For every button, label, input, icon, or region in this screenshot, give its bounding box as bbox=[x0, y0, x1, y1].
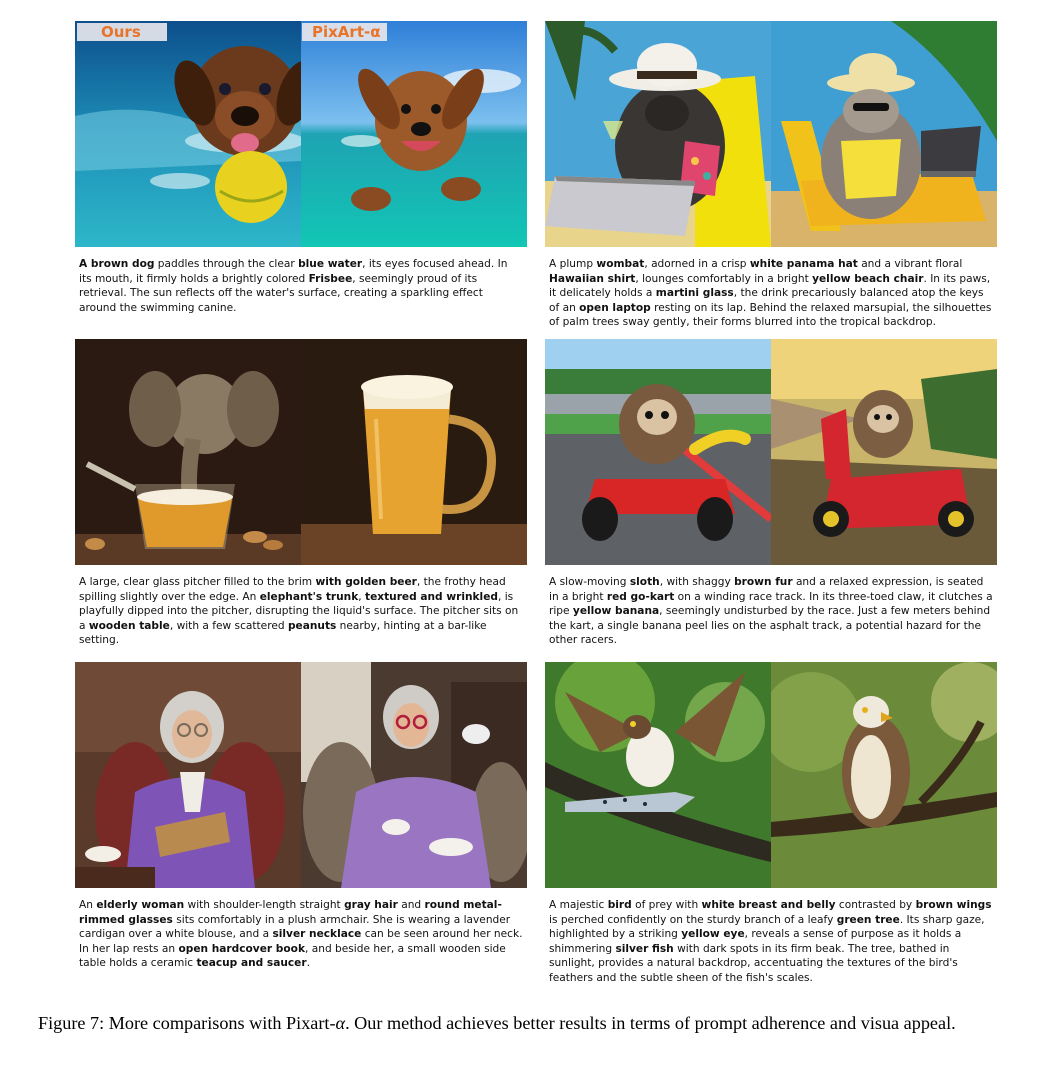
caption-keyword: silver fish bbox=[615, 942, 674, 955]
pixart-label: PixArt-α bbox=[302, 23, 387, 41]
caption-keyword: elderly woman bbox=[96, 899, 185, 911]
caption-text: . bbox=[306, 957, 310, 970]
caption-keyword: martini glass bbox=[655, 287, 734, 300]
caption-keyword: with golden beer bbox=[315, 576, 417, 588]
ours-image bbox=[545, 21, 771, 247]
image-pair bbox=[545, 662, 997, 888]
caption-keyword: round metal-rimmed glasses bbox=[79, 899, 502, 926]
caption-text: on a winding race track. In its three-toed claw, it clutches a ripe bbox=[549, 590, 993, 618]
image-pair bbox=[75, 339, 527, 565]
caption-keyword: green tree bbox=[836, 913, 900, 926]
caption-keyword: sloth bbox=[629, 576, 660, 588]
pixart-image bbox=[771, 21, 997, 247]
panel-pitcher bbox=[75, 339, 527, 648]
image-pair bbox=[545, 339, 997, 565]
image-pair bbox=[545, 21, 997, 247]
caption-text: , reveals a sense of purpose as it holds a shimmering bbox=[549, 928, 962, 955]
panel-sloth bbox=[545, 339, 997, 648]
pixart-image bbox=[301, 662, 527, 888]
caption-keyword: textured and wrinkled bbox=[365, 590, 498, 603]
caption-text: paddles through the clear bbox=[154, 258, 299, 270]
pixart-image bbox=[301, 339, 527, 565]
caption-text: nearby, hinting at a bar-like setting. bbox=[79, 619, 487, 647]
caption-text: , the frothy head spilling slightly over the edge. An bbox=[79, 576, 506, 603]
figure-caption bbox=[38, 1011, 1038, 1035]
caption-text: , seemingly proud of its retrieval. The sun reflects off the water's surface, creating a sparkling effect around the swimming canine. bbox=[79, 272, 483, 314]
caption bbox=[549, 575, 993, 648]
caption-keyword: Frisbee bbox=[308, 272, 353, 285]
caption-keyword: brown wings bbox=[915, 899, 992, 911]
ours-image bbox=[75, 662, 301, 888]
caption-text: , the drink precariously balanced atop the keys of an bbox=[549, 287, 984, 314]
caption-text: with shoulder-length straight bbox=[184, 899, 345, 911]
caption-keyword: yellow eye bbox=[681, 928, 745, 941]
caption-keyword: A brown dog bbox=[79, 258, 155, 270]
panel-wombat bbox=[545, 21, 997, 330]
ours-image bbox=[75, 21, 301, 247]
caption bbox=[549, 257, 993, 330]
caption-text: A slow-moving bbox=[549, 576, 630, 588]
caption-text: is perched confidently on the sturdy branch of a leafy bbox=[549, 913, 837, 926]
caption bbox=[79, 898, 523, 971]
figure-caption-alpha: α bbox=[335, 1013, 346, 1033]
caption-keyword: wombat bbox=[596, 258, 645, 270]
caption-keyword: teacup and saucer bbox=[196, 957, 307, 970]
caption-keyword: open hardcover book bbox=[178, 942, 305, 955]
caption-text: An bbox=[79, 899, 97, 911]
caption-text: , its eyes focused ahead. In its mouth, it firmly holds a brightly colored bbox=[79, 258, 508, 285]
caption-text: . Its sharp gaze, highlighted by a striking bbox=[549, 913, 985, 941]
caption-text: contrasted by bbox=[835, 899, 916, 911]
caption bbox=[79, 257, 523, 315]
caption-text: A majestic bbox=[549, 899, 608, 911]
caption-text: , adorned in a crisp bbox=[644, 258, 750, 270]
caption-text: can be seen around her neck. In her lap rests an bbox=[79, 928, 523, 955]
caption-keyword: red go-kart bbox=[606, 590, 675, 603]
caption-text: with dark spots in its firm beak. The tree, bathed in sunlight, provides a natural backdrop, accentuating the textures of the bird's feathers and the subtle sheen of the fish's scales. bbox=[549, 942, 958, 984]
caption-text: of prey with bbox=[631, 899, 702, 911]
panel-bird bbox=[545, 662, 997, 986]
ours-image bbox=[545, 662, 771, 888]
pixart-image bbox=[771, 662, 997, 888]
caption-keyword: yellow banana bbox=[572, 605, 660, 618]
pixart-image bbox=[771, 339, 997, 565]
caption-text: and a vibrant floral bbox=[857, 258, 963, 270]
caption-text: and a relaxed expression, is seated in a bright bbox=[549, 576, 984, 603]
caption-keyword: white panama hat bbox=[749, 258, 858, 270]
caption-text: , bbox=[358, 590, 365, 603]
panel-dog bbox=[75, 21, 527, 315]
caption-text: , with shaggy bbox=[659, 576, 735, 588]
caption-text: . In its paws, it delicately holds a bbox=[549, 272, 991, 300]
caption-text: and bbox=[397, 899, 425, 911]
caption-keyword: bird bbox=[607, 899, 632, 911]
caption-text: A large, clear glass pitcher filled to the brim bbox=[79, 576, 316, 588]
caption-keyword: gray hair bbox=[344, 899, 398, 911]
caption-text: sits comfortably in a plush armchair. She is wearing a lavender cardigan over a white blouse, and a bbox=[79, 913, 511, 941]
caption-text: resting on its lap. Behind the relaxed marsupial, the silhouettes of palm trees sway gently, their forms blurred into the tropical backdrop. bbox=[549, 301, 992, 329]
caption-keyword: wooden table bbox=[88, 619, 170, 632]
caption-keyword: Hawaiian shirt bbox=[549, 272, 636, 285]
ours-image bbox=[545, 339, 771, 565]
caption bbox=[549, 898, 993, 986]
caption-keyword: peanuts bbox=[287, 619, 337, 632]
figure-caption-prefix: Figure 7: More comparisons with Pixart- bbox=[38, 1013, 336, 1033]
caption-keyword: blue water bbox=[298, 258, 363, 270]
ours-label: Ours bbox=[77, 23, 167, 41]
caption-text: , lounges comfortably in a bright bbox=[635, 272, 813, 285]
caption-keyword: brown fur bbox=[734, 576, 793, 588]
caption-text: , seemingly undisturbed by the race. Just a few meters behind the kart, a single banana peel lies on the asphalt track, a potential hazard for the other racers. bbox=[549, 605, 991, 647]
caption-text: A plump bbox=[549, 258, 597, 270]
caption-keyword: white breast and belly bbox=[701, 899, 836, 911]
caption-text: , and beside her, a small wooden side table holds a ceramic bbox=[79, 942, 506, 970]
caption-keyword: open laptop bbox=[579, 301, 651, 314]
caption-keyword: elephant's trunk bbox=[259, 590, 359, 603]
ours-image bbox=[75, 339, 301, 565]
caption-keyword: silver necklace bbox=[272, 928, 362, 941]
image-pair bbox=[75, 21, 527, 247]
pixart-image bbox=[301, 21, 527, 247]
caption-text: , is playfully dipped into the pitcher, disrupting the liquid's surface. The pitcher sits on a bbox=[79, 590, 519, 632]
figure-caption-suffix: . Our method achieves better results in terms of prompt adherence and visua appeal. bbox=[345, 1013, 956, 1033]
caption-keyword: yellow beach chair bbox=[812, 272, 924, 285]
caption-text: , with a few scattered bbox=[169, 619, 288, 632]
caption bbox=[79, 575, 523, 648]
image-pair bbox=[75, 662, 527, 888]
panel-woman bbox=[75, 662, 527, 971]
